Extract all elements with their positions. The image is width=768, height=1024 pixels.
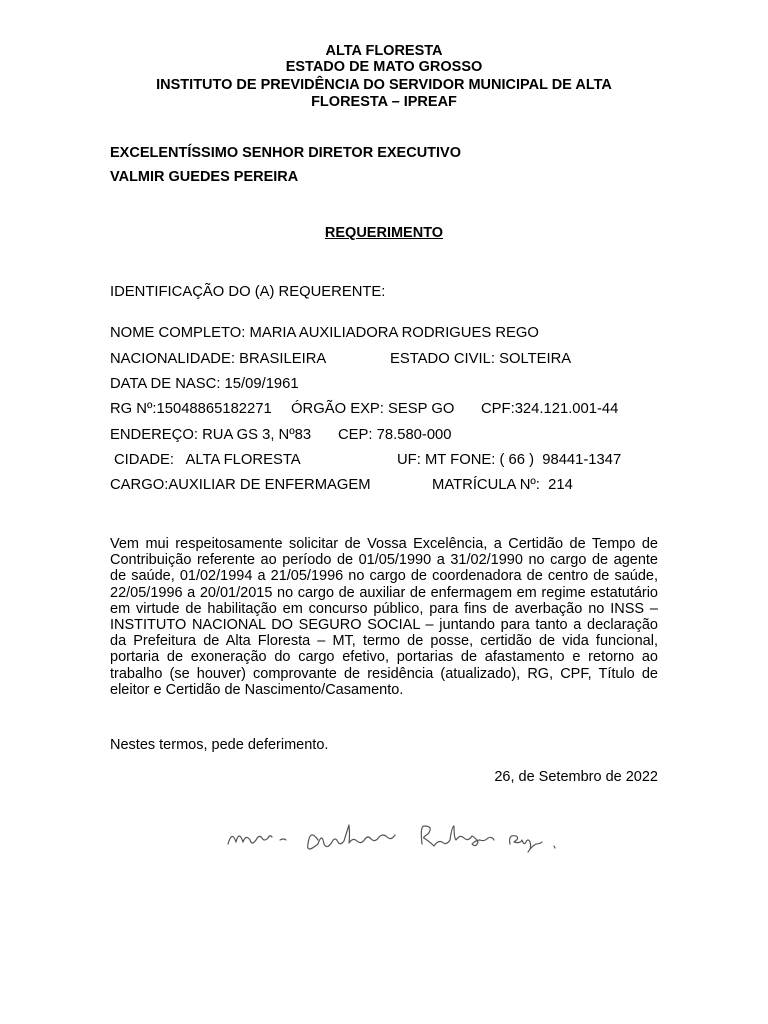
identification-heading: IDENTIFICAÇÃO DO (A) REQUERENTE: (110, 284, 386, 300)
handwritten-signature (222, 818, 562, 866)
date-line: 26, de Setembro de 2022 (494, 769, 658, 785)
field-cargo: CARGO:AUXILIAR DE ENFERMAGEM (110, 477, 371, 493)
field-rg: RG Nº:15048865182271 (110, 401, 272, 417)
field-nome: NOME COMPLETO: MARIA AUXILIADORA RODRIGUES REGO (110, 325, 539, 341)
field-estado-civil: ESTADO CIVIL: SOLTEIRA (390, 351, 572, 367)
field-cep: CEP: 78.580-000 (338, 427, 452, 443)
addressee-title: EXCELENTÍSSIMO SENHOR DIRETOR EXECUTIVO (110, 145, 462, 161)
field-uf-fone: UF: MT FONE: ( 66 ) 98441-1347 (397, 452, 622, 468)
field-data-nasc: DATA DE NASC: 15/09/1961 (110, 376, 299, 392)
field-orgao: ÓRGÃO EXP: SESP GO (291, 401, 455, 417)
field-cpf: CPF:324.121.001-44 (481, 401, 619, 417)
header-institute: INSTITUTO DE PREVIDÊNCIA DO SERVIDOR MUNICIPAL DE ALTA (156, 77, 612, 93)
field-endereco: ENDEREÇO: RUA GS 3, Nº83 (110, 427, 312, 443)
header-institute-cont: FLORESTA – IPREAF (311, 94, 457, 110)
field-cidade: CIDADE: ALTA FLORESTA (114, 452, 301, 468)
field-nacionalidade: NACIONALIDADE: BRASILEIRA (110, 351, 327, 367)
closing-line: Nestes termos, pede deferimento. (110, 737, 329, 753)
document-title: REQUERIMENTO (324, 225, 444, 241)
field-matricula: MATRÍCULA Nº: 214 (432, 477, 573, 493)
header-state: ESTADO DE MATO GROSSO (285, 59, 483, 75)
request-body: Vem mui respeitosamente solicitar de Vossa Excelência, a Certidão de Tempo de Contribuição referente ao período de 01/05/1990 a 31/02/1990 no cargo de agente de saúde, 01/02/1994 a 21/05/1996 no cargo de coordenadora de centro de saúde, 22/05/1996 a 20/01/2015 no cargo de auxiliar de enfermagem em regime estatutário em virtude de habilitação em concurso público, para fins de averbação no INSS – INSTITUTO NACIONAL DO SEGURO SOCIAL – juntando para tanto a declaração da Prefeitura de Alta Floresta – MT, termo de posse, certidão de vida funcional, portaria de exoneração do cargo efetivo, portarias de afastamento e retorno ao trabalho (se houver) comprovante de residência (atualizado), RG, CPF, Título de eleitor e Certidão de Nascimento/Casamento. (110, 536, 658, 698)
header-city: ALTA FLORESTA (325, 43, 443, 59)
addressee-name: VALMIR GUEDES PEREIRA (110, 169, 299, 185)
